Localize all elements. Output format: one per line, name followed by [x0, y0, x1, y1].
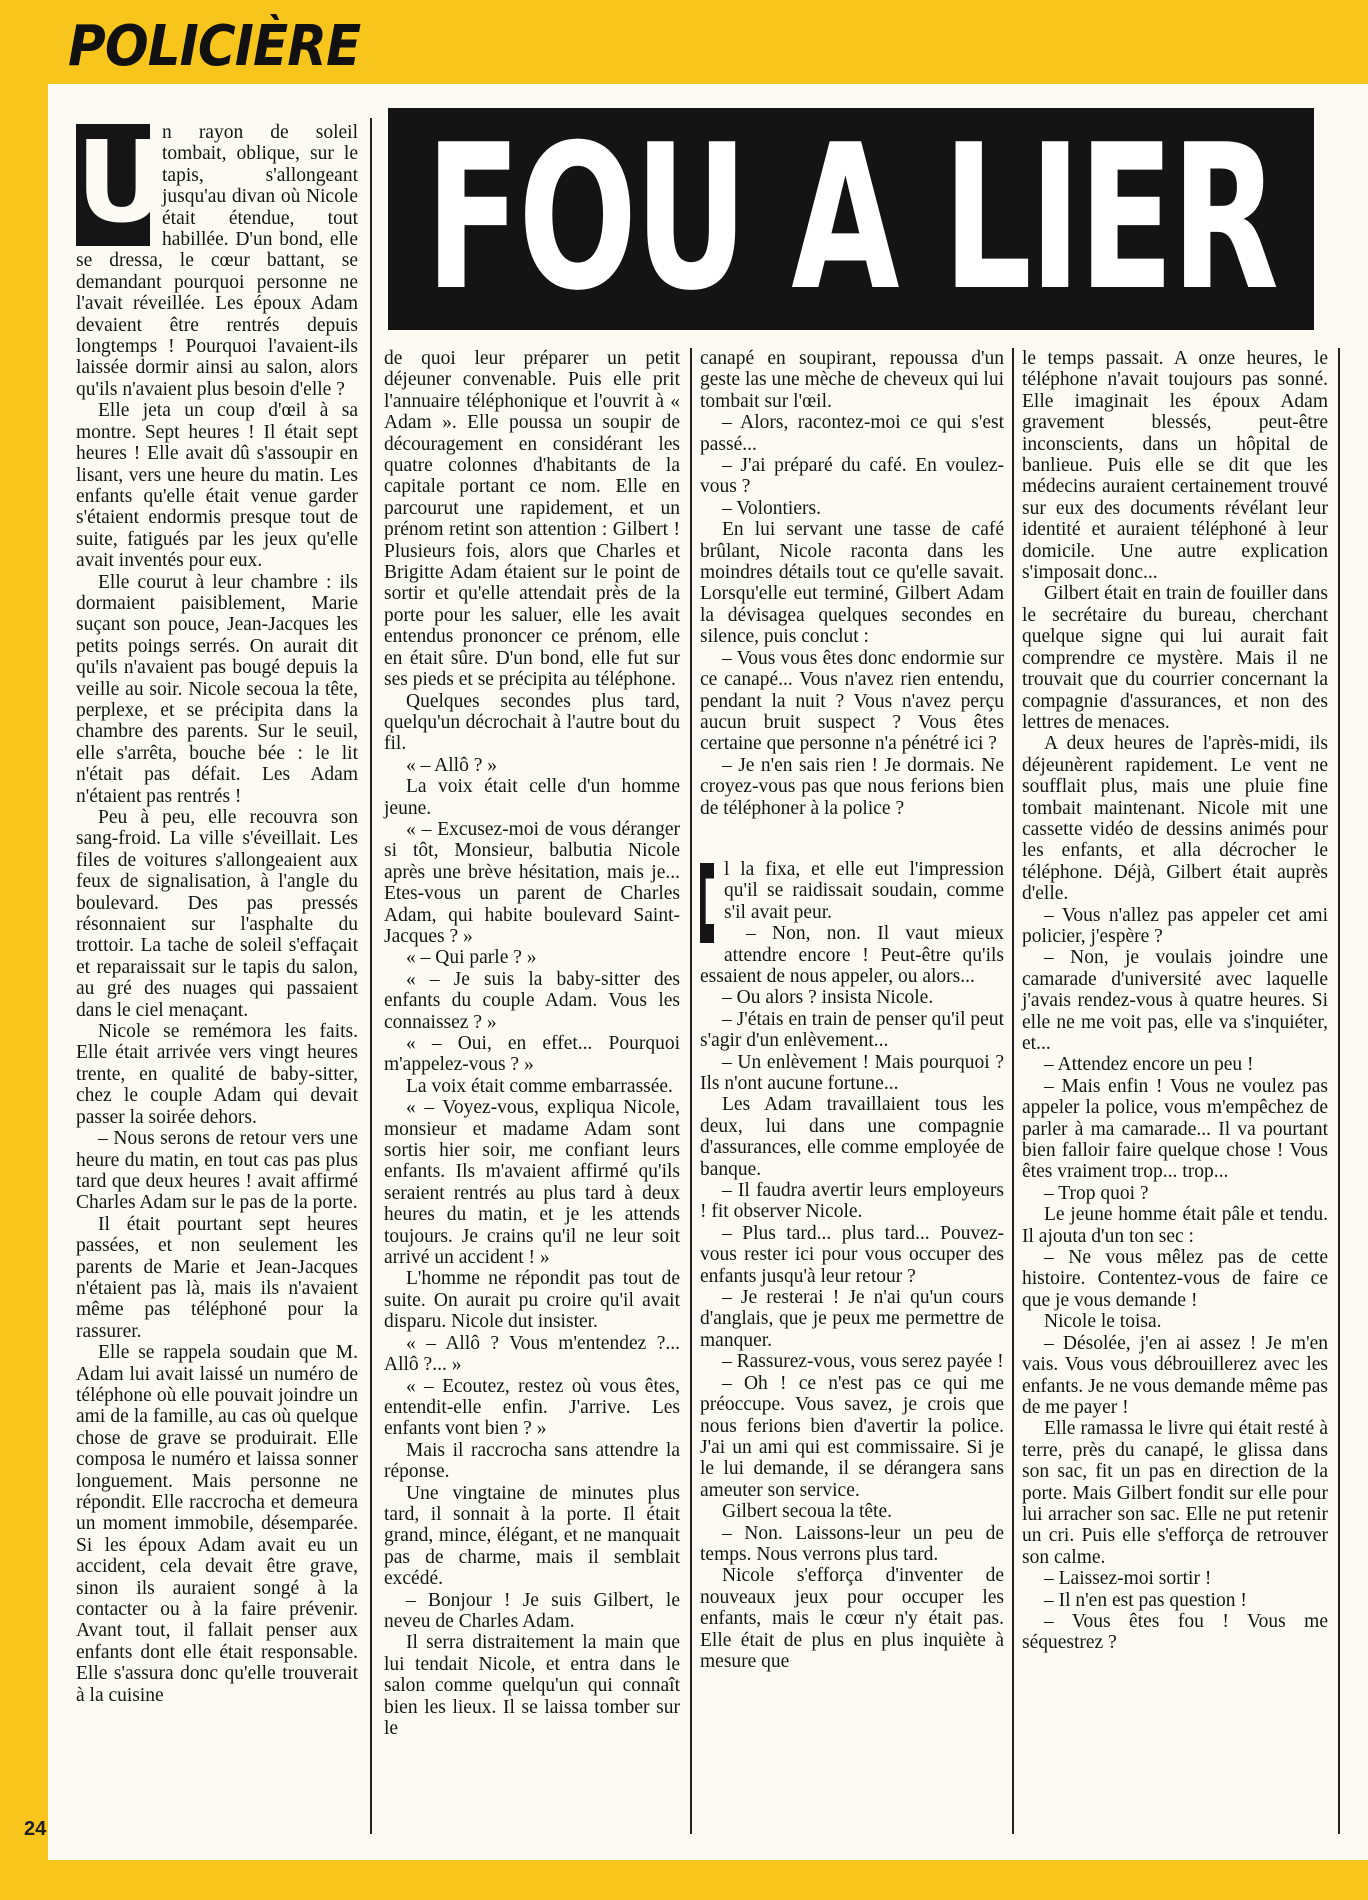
column-2-body: [384, 348, 680, 1739]
paragraph: « – Allô ? Vous m'entendez ?... Allô ?... »: [384, 1332, 680, 1376]
paragraph: – Vous n'allez pas appeler cet ami policier, j'espère ?: [1022, 904, 1328, 947]
page-number: 24: [24, 1818, 47, 1840]
paragraph: – Ne vous mêlez pas de cette histoire. Contentez-vous de faire ce que je vous demande !: [1022, 1247, 1328, 1311]
section-break: [700, 819, 1004, 859]
drop-cap: U: [76, 118, 167, 248]
paragraph: – Je n'en sais rien ! Je dormais. Ne croyez-vous pas que nous ferions bien de téléphoner à la police ?: [700, 754, 1004, 819]
text-column-3: [700, 348, 1004, 1838]
paragraph: Elle ramassa le livre qui était resté à terre, près du canapé, le glissa dans son sac, fit un pas en direction de la porte. Mais Gilbert fondit sur elle pour lui arracher son sac. Elle ne put retenir un cri. Puis elle s'efforça de retrouver son calme.: [1022, 1418, 1328, 1568]
paragraph: Le jeune homme était pâle et tendu. Il ajouta d'un ton sec :: [1022, 1204, 1328, 1247]
paragraph: – Mais enfin ! Vous ne voulez pas appeler la police, vous m'empêchez de parler à ma camarade... Il va pourtant bien falloir faire quelque chose ! Vous êtes vraiment trop... trop...: [1022, 1075, 1328, 1183]
paragraph: Mais il raccrocha sans attendre la réponse.: [384, 1439, 680, 1483]
paragraph: – Désolée, j'en ai assez ! Je m'en vais. Vous vous débrouillerez avec les enfants. Je ne vous demande même pas de me payer !: [1022, 1332, 1328, 1418]
column-rule: [1012, 348, 1014, 1834]
article-headline: [388, 102, 1314, 335]
paragraph: A deux heures de l'après-midi, ils déjeunèrent rapidement. Le vent ne soufflait plus, mais une pluie fine tombait maintenant. Nicole mit une cassette vidéo de dessins animés pour les enfants, et alla décrocher le téléphone. Déjà, Gilbert était auprès d'elle.: [1022, 733, 1328, 905]
paragraph: Les Adam travaillaient tous les deux, lui dans une compagnie d'assurances, elle comme employée de banque.: [700, 1094, 1004, 1180]
paragraph: Nicole se remémora les faits. Elle était arrivée vers vingt heures trente, en qualité de baby-sitter, chez le couple Adam qui devait passer la soirée dehors.: [76, 1021, 358, 1128]
paragraph: – Il faudra avertir leurs employeurs ! fit observer Nicole.: [700, 1180, 1004, 1223]
paragraph: n rayon de soleil tombait, oblique, sur le tapis, s'allongeant jusqu'au divan où Nicole était étendue, tout habillée. D'un bond, elle se dressa, le cœur battant, se demandant pourquoi personne ne l'avait réveillée. Les époux Adam devaient être rentrés depuis longtemps ! Pourquoi l'avaient-ils laissée dormir ainsi au salon, alors qu'ils n'avaient plus besoin d'elle ?: [76, 122, 358, 400]
paragraph: – Vous vous êtes donc endormie sur ce canapé... Vous n'avez rien entendu, pendant la nuit ? Vous n'avez perçu aucun bruit suspect ? Vous êtes certaine que personne n'a pénétré ici ?: [700, 647, 1004, 755]
paragraph: Il serra distraitement la main que lui tendait Nicole, et entra dans le salon comme quelqu'un qui connaît bien les lieux. Il se laissa tomber sur le: [384, 1632, 680, 1739]
paragraph: « – Je suis la baby-sitter des enfants du couple Adam. Vous les connaissez ? »: [384, 968, 680, 1033]
column-3-body-a: [700, 348, 1004, 819]
column-1-body: [76, 118, 358, 1706]
text-column-2: [384, 348, 680, 1838]
paragraph: – Laissez-moi sortir !: [1044, 1568, 1212, 1590]
column-rule: [1338, 348, 1340, 1834]
paragraph: – Non, je voulais joindre une camarade d'université avec laquelle j'avais rendez-vous à quatre heures. Si elle ne me voit pas, elle va s'inquiéter, et...: [1022, 947, 1328, 1054]
paragraph: – Bonjour ! Je suis Gilbert, le neveu de Charles Adam.: [384, 1589, 680, 1632]
paragraph: « – Qui parle ? »: [406, 947, 537, 969]
paragraph: – J'ai préparé du café. En voulez-vous ?: [700, 455, 1004, 498]
paragraph: – Trop quoi ?: [1044, 1182, 1149, 1204]
paragraph: – Oh ! ce n'est pas ce qui me préoccupe. Vous savez, je crois que nous ferions bien d'avertir la police. J'ai un ami qui est commissaire. Si je le lui demande, il se dérangera sans ameuter son service.: [700, 1372, 1004, 1501]
paragraph: – Non. Laissons-leur un peu de temps. Nous verrons plus tard.: [700, 1522, 1004, 1565]
paragraph: – Volontiers.: [722, 497, 821, 519]
paragraph: Quelques secondes plus tard, quelqu'un décrochait à l'autre bout du fil.: [384, 690, 680, 755]
paragraph: – Non, non. Il vaut mieux attendre encore ! Peut-être qu'ils essaient de nous appeler, ou alors...: [700, 923, 1004, 987]
paragraph: Elle jeta un coup d'œil à sa montre. Sept heures ! Il était sept heures ! Elle avait dû s'assoupir en lisant, vers une heure du matin. Les enfants qu'elle était venue garder s'étaient endormis presque tout de suite, fatigués par les jeux qu'elle avait inventés pour eux.: [76, 400, 358, 572]
paragraph: – Je resterai ! Je n'ai qu'un cours d'anglais, que je peux me permettre de manquer.: [700, 1287, 1004, 1351]
paragraph: Gilbert secoua la tête.: [722, 1501, 893, 1523]
paragraph: Nicole s'efforça d'inventer de nouveaux jeux pour occuper les enfants, mais le cœur n'y était pas. Elle était de plus en plus inquiète à mesure que: [700, 1565, 1004, 1672]
drop-cap: I: [700, 863, 714, 943]
paragraph: La voix était celle d'un homme jeune.: [384, 776, 680, 819]
column-3-body-b: [700, 859, 1004, 1672]
column-rule: [690, 348, 692, 1834]
paragraph: – Nous serons de retour vers une heure du matin, en tout cas pas plus tard que deux heures ! avait affirmé Charles Adam sur le pas de la porte.: [76, 1128, 358, 1214]
paragraph: – Plus tard... plus tard... Pouvez-vous rester ici pour vous occuper des enfants jusqu'à leur retour ?: [700, 1222, 1004, 1287]
paragraph: Elle se rappela soudain que M. Adam lui avait laissé un numéro de téléphone où elle pouvait joindre un ami de la famille, au cas où quelque chose de grave se produirait. Elle composa le numéro et laissa sonner longuement. Mais personne ne répondit. Elle raccrocha et demeura un moment immobile, désemparée. Si les époux Adam avait eu un accident, cela devait être grave, sinon ils auraient songé à la contacter ou à la faire prévenir. Avant tout, il fallait penser aux enfants dont elle était responsable. Elle s'assura donc qu'elle trouverait à la cuisine: [76, 1342, 358, 1706]
paragraph: de quoi leur préparer un petit déjeuner convenable. Puis elle prit l'annuaire téléphonique et l'ouvrit à « Adam ». Elle poussa un soupir de découragement en considérant les quatre colonnes d'habitants de la capitale portant ce nom. Elle en parcourut une rapidement, et un prénom retint son attention : Gilbert ! Plusieurs fois, alors que Charles et Brigitte Adam étaient sur le point de sortir et qu'elle attendait près de la porte pour les saluer, elle les avait entendus prononcer ce prénom, elle en était sûre. D'un bond, elle fut sur ses pieds et se précipita au téléphone.: [384, 348, 680, 691]
text-column-1: [76, 118, 358, 1832]
paragraph: Une vingtaine de minutes plus tard, il sonnait à la porte. Il était grand, mince, élégant, et ne manquait pas de charme, mais il semblait excédé.: [384, 1482, 680, 1590]
paragraph: Elle courut à leur chambre : ils dormaient paisiblement, Marie suçant son pouce, Jean-Jacques les petits poings serrés. On aurait dit qu'ils n'avaient pas bougé depuis la veille au soir. Nicole secoua la tête, perplexe, et se précipita dans la chambre des parents. Sur le seuil, elle s'arrêta, bouche bée : le lit n'était pas défait. Les Adam n'étaient pas rentrés !: [76, 571, 358, 807]
paragraph: – Un enlèvement ! Mais pourquoi ? Ils n'ont aucune fortune...: [700, 1051, 1004, 1094]
paragraph: L'homme ne répondit pas tout de suite. On aurait pu croire qu'il avait disparu. Nicole dut insister.: [384, 1268, 680, 1333]
paragraph: La voix était comme embarrassée.: [406, 1075, 673, 1097]
column-rule: [370, 118, 372, 1834]
headline-text: FOU A LIER: [425, 102, 1277, 335]
paragraph: – Rassurez-vous, vous serez payée !: [722, 1351, 1004, 1373]
paragraph: – Il n'en est pas question !: [1044, 1589, 1247, 1611]
paragraph: – Alors, racontez-moi ce qui s'est passé...: [700, 412, 1004, 455]
paragraph: le temps passait. A onze heures, le téléphone n'avait toujours pas sonné. Elle imaginait les époux Adam gravement blessés, peut-être inconscients, dans un hôpital de banlieue. Puis elle se dit que les médecins auraient certainement trouvé sur eux des documents révélant leur identité et auraient téléphoné à leur domicile. Une autre explication s'imposait donc...: [1022, 348, 1328, 584]
paragraph: « – Allô ? »: [406, 754, 497, 776]
paragraph: Il était pourtant sept heures passées, et non seulement les parents de Marie et Jean-Jacques n'étaient pas là, mais ils n'avaient même pas téléphoné pour la rassurer.: [76, 1213, 358, 1342]
paragraph: « – Oui, en effet... Pourquoi m'appelez-vous ? »: [384, 1033, 680, 1076]
paragraph: Peu à peu, elle recouvra son sang-froid. La ville s'éveillait. Les files de voitures s'allongeaient aux feux de signalisation, à l'angle du boulevard. Des pas pressés résonnaient sur l'asphalte du trottoir. La tache de soleil s'effaçait et reparaissait sur le tapis du salon, au gré des nuages qui passaient dans le ciel menaçant.: [76, 807, 358, 1021]
text-column-4: [1022, 348, 1328, 1838]
paragraph: – Ou alors ? insista Nicole.: [722, 987, 934, 1009]
paragraph: canapé en soupirant, repoussa d'un geste las une mèche de cheveux qui lui tombait sur l'œil.: [700, 348, 1004, 412]
paragraph: – Attendez encore un peu !: [1044, 1054, 1254, 1076]
paragraph: l la fixa, et elle eut l'impression qu'il se raidissait soudain, comme s'il avait peur.: [724, 858, 1004, 923]
paragraph: – J'étais en train de penser qu'il peut s'agir d'un enlèvement...: [700, 1008, 1004, 1052]
paragraph: « – Ecoutez, restez où vous êtes, entendit-elle enfin. J'arrive. Les enfants vont bien ? »: [384, 1375, 680, 1440]
paragraph: – Vous êtes fou ! Vous me séquestrez ?: [1022, 1610, 1328, 1654]
paragraph: « – Excusez-moi de vous déranger si tôt, Monsieur, balbutia Nicole après une brève hésitation, mais je... Etes-vous un parent de Charles Adam, qui habite boulevard Saint-Jacques ? »: [384, 818, 680, 947]
section-label: POLICIÈRE: [68, 14, 361, 79]
column-4-body: [1022, 348, 1328, 1654]
paragraph: Nicole le toisa.: [1044, 1311, 1162, 1333]
paragraph: Gilbert était en train de fouiller dans le secrétaire du bureau, cherchant quelque signe qui lui aurait fait comprendre ce mystère. Mais il ne trouvait que du courrier concernant la compagnie d'assurances, et non des lettres de menaces.: [1022, 583, 1328, 733]
paragraph: « – Voyez-vous, expliqua Nicole, monsieur et madame Adam sont sortis hier soir, me confiant leurs enfants. Ils m'avaient affirmé qu'ils seraient rentrés au plus tard à deux heures du matin, et je les attends toujours. Je crains qu'il ne leur soit arrivé un accident ! »: [384, 1097, 680, 1269]
paragraph: En lui servant une tasse de café brûlant, Nicole raconta dans les moindres détails tout ce qu'elle savait. Lorsqu'elle eut terminé, Gilbert Adam la dévisagea quelques secondes en silence, puis conclut :: [700, 519, 1004, 648]
